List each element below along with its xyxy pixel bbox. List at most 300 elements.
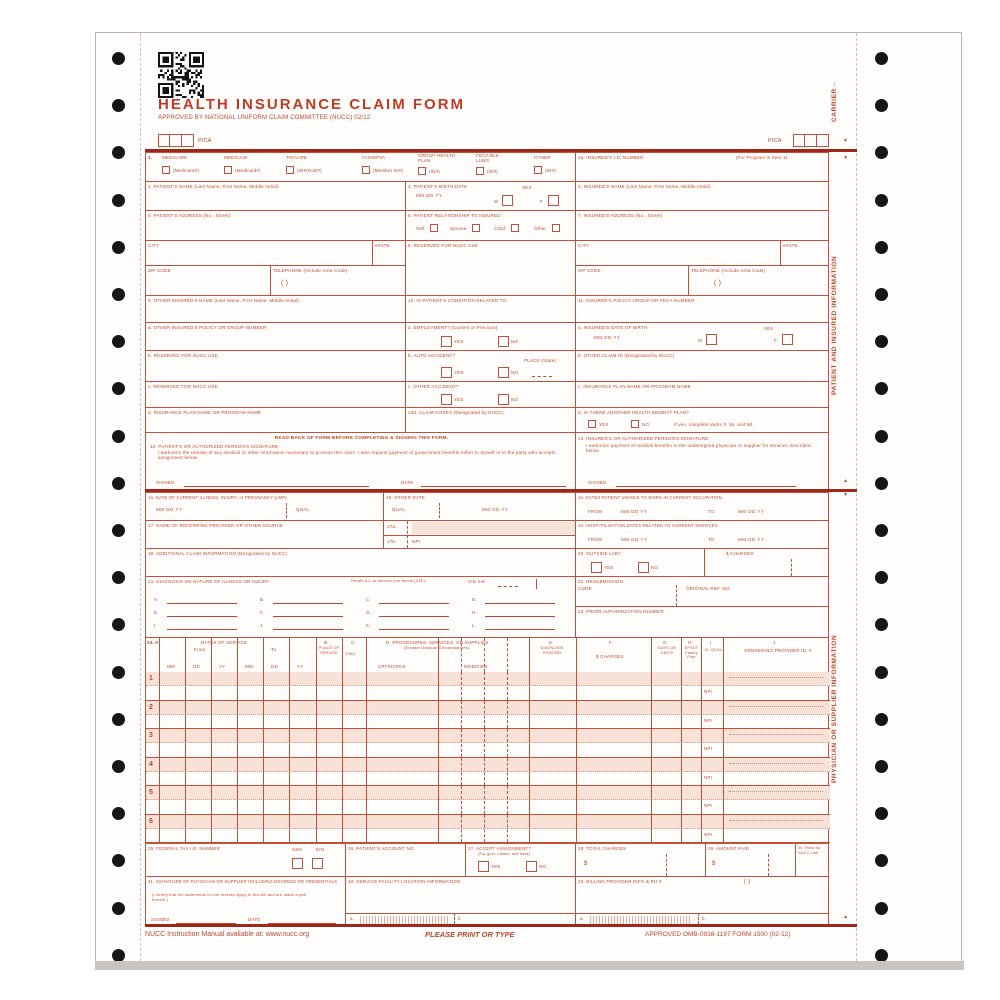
- diagnosis-letter: C.: [366, 597, 371, 602]
- service-line-shaded-half: [146, 786, 830, 800]
- column-divider: [289, 786, 290, 814]
- box-14-mmddyy: MM DD YY: [156, 507, 183, 512]
- column-divider: [723, 701, 724, 729]
- box-3-mmddyy: MM DD YY: [416, 193, 443, 198]
- box-11b-label: b. OTHER CLAIM ID (Designated by NUCC): [578, 353, 675, 358]
- column-divider: [484, 758, 485, 786]
- box-3-f: F: [540, 199, 543, 204]
- diagnosis-letter: K.: [366, 623, 371, 628]
- box-33a-label: a.: [580, 916, 585, 921]
- col-b-title: PLACE OF SERVICE: [318, 646, 340, 655]
- box-city-insured: [575, 240, 781, 266]
- tractor-feed-hole: [875, 288, 888, 301]
- date-subcol-label: MM: [245, 664, 253, 669]
- box-zip-patient: [145, 265, 271, 296]
- column-divider: [263, 758, 264, 786]
- carrier-text: CARRIER: [831, 88, 838, 123]
- checkbox-spouse: [472, 224, 480, 232]
- box-17b-label: 17b.: [387, 539, 397, 544]
- column-divider: [237, 729, 238, 757]
- col-i: I.: [710, 640, 713, 645]
- date-line: [421, 486, 566, 487]
- tractor-feed-hole: [112, 666, 125, 679]
- column-divider: [701, 672, 702, 700]
- pica-label-left: PICA: [198, 138, 212, 144]
- option-tricare: TRICARE: [286, 155, 308, 160]
- box-1-payer-type: [145, 152, 576, 182]
- column-divider: [211, 701, 212, 729]
- divider: [384, 535, 575, 536]
- column-divider: [366, 815, 367, 843]
- option-medicare: MEDICARE: [162, 155, 188, 160]
- yes-label: YES: [454, 397, 464, 402]
- arrow-down-icon: ▼: [843, 138, 848, 144]
- date-label: DATE: [401, 480, 414, 485]
- box-9c-label: c. RESERVED FOR NUCC USE: [148, 384, 218, 389]
- divider: [439, 503, 440, 518]
- column-divider: [681, 672, 682, 700]
- service-line-number: 6: [149, 817, 154, 825]
- column-divider: [461, 701, 462, 729]
- diagnosis-underline: [167, 629, 237, 630]
- box-10d-claim-codes: [405, 407, 576, 433]
- col-a-from: From: [194, 647, 206, 652]
- col-i-title: ID. QUAL.: [704, 648, 724, 652]
- checkbox-other: [534, 166, 542, 174]
- column-divider: [237, 758, 238, 786]
- arrow-up-icon: ▲: [843, 478, 848, 484]
- checkbox-medicaid: [224, 166, 232, 174]
- box-24-table-header: [145, 637, 829, 673]
- col-f-title: $ CHARGES: [596, 654, 624, 659]
- box-32b-label: b.: [458, 916, 463, 921]
- column-divider: [185, 758, 186, 786]
- column-divider: [461, 786, 462, 814]
- checkbox-tricare: [286, 166, 294, 174]
- diagnosis-letter: I.: [154, 623, 157, 628]
- service-line-number: 4: [149, 760, 154, 768]
- column-divider: [185, 672, 186, 700]
- service-line-row: [146, 701, 830, 730]
- column-divider: [529, 729, 530, 757]
- diagnosis-underline: [167, 616, 237, 617]
- column-divider: [366, 638, 367, 672]
- column-divider: [289, 672, 290, 700]
- diagnosis-underline: [485, 603, 555, 604]
- service-line-shaded-half: [146, 758, 830, 772]
- to-label: TO: [708, 509, 715, 514]
- no-label: NO: [642, 422, 650, 427]
- patient-insured-vertical-label: PATIENT AND INSURED INFORMATION: [831, 255, 838, 395]
- column-divider: [316, 701, 317, 729]
- telephone-label: TELEPHONE (Include Area Code): [273, 268, 348, 273]
- box-20-label: 20. OUTSIDE LAB?: [578, 551, 621, 556]
- column-divider: [529, 701, 530, 729]
- tractor-feed-hole: [875, 902, 888, 915]
- phone-parens: ( ): [281, 280, 289, 287]
- column-divider: [701, 638, 702, 672]
- divider: [407, 521, 408, 548]
- column-divider: [185, 701, 186, 729]
- pica-box: [182, 134, 194, 147]
- checkbox-child: [511, 224, 519, 232]
- diagnosis-letter: D.: [472, 597, 477, 602]
- col-f: F.: [609, 640, 613, 645]
- dollar-sign: $: [712, 861, 716, 867]
- checkbox-employment-no: [498, 336, 509, 347]
- col-e: E.: [549, 640, 554, 645]
- signed-label: SIGNED: [151, 917, 170, 922]
- qual-label: QUAL.: [296, 507, 311, 512]
- col-c-title: EMG: [346, 652, 356, 656]
- npi-shaded-field: [360, 916, 448, 924]
- box-29-amount-paid: [705, 843, 796, 877]
- column-divider: [701, 729, 702, 757]
- mmddyy: MM DD YY: [621, 509, 648, 514]
- from-label: FROM: [588, 537, 603, 542]
- tractor-feed-hole: [112, 524, 125, 537]
- checkbox-otheracc-yes: [441, 394, 452, 405]
- box-21-note: Relate A-L to service line below (24E): [351, 578, 426, 583]
- column-divider: [701, 758, 702, 786]
- tractor-feed-hole: [875, 477, 888, 490]
- box-12-text: I authorize the release of any medical or other information necessary to process this claim. I also request payment of government benefits either to myself or to the party who accepts assignment below.: [158, 450, 556, 461]
- box-12-patient-signature: [145, 432, 576, 490]
- col-j-title: RENDERING PROVIDER ID. #: [744, 648, 812, 653]
- diagnosis-underline: [379, 616, 449, 617]
- tractor-feed-hole: [112, 949, 125, 962]
- box-3-birth-date: [405, 181, 576, 211]
- pica-boxes-left: [158, 134, 194, 147]
- column-divider: [507, 758, 508, 786]
- yes-label: YES: [454, 370, 464, 375]
- no-label: NO: [511, 397, 519, 402]
- column-divider: [211, 786, 212, 814]
- checkbox-other-rel: [552, 224, 560, 232]
- qr-code: [158, 52, 204, 98]
- box-11a-birth: [575, 322, 829, 351]
- city-label: CITY: [148, 243, 160, 248]
- no-label: NO: [651, 565, 659, 570]
- column-divider: [289, 729, 290, 757]
- column-divider: [723, 758, 724, 786]
- tractor-feed-hole: [112, 902, 125, 915]
- column-divider: [366, 786, 367, 814]
- diagnosis-letter: F.: [260, 610, 264, 615]
- diagnosis-letter: L.: [472, 623, 477, 628]
- pica-box: [805, 134, 817, 147]
- diagnosis-underline: [485, 616, 555, 617]
- box-11-policy-group: [575, 295, 829, 323]
- box-9b: [145, 350, 406, 382]
- diagnosis-letter: H.: [472, 610, 477, 615]
- column-divider: [438, 701, 439, 729]
- box-10c-label: c. OTHER ACCIDENT?: [408, 384, 459, 389]
- box-9d-label: d. INSURANCE PLAN NAME OR PROGRAM NAME: [148, 410, 262, 415]
- signed-label: SIGNED: [156, 480, 175, 485]
- column-divider: [237, 638, 238, 672]
- box-9d: [145, 407, 406, 433]
- npi-label: NPI: [412, 539, 421, 544]
- checkbox-assign-no: [526, 861, 537, 872]
- box-2-patient-name: [145, 181, 406, 211]
- npi-shaded-field: [590, 916, 690, 924]
- service-line-number: 2: [149, 703, 154, 711]
- box-14-label: 14. DATE OF CURRENT ILLNESS, INJURY, or PREGNANCY (LMP): [148, 495, 287, 500]
- column-divider: [366, 672, 367, 700]
- tractor-feed-hole: [875, 713, 888, 726]
- diagnosis-underline: [273, 616, 343, 617]
- column-divider: [461, 672, 462, 700]
- tractor-feed-hole: [112, 52, 125, 65]
- checkbox-plan-no: [631, 420, 639, 428]
- service-line-number: 5: [149, 789, 154, 796]
- box-4-label: 4. INSURED'S NAME (Last Name, First Name, Middle Initial): [578, 184, 711, 189]
- box-8-label: 8. RESERVED FOR NUCC USE: [408, 243, 478, 248]
- box-7-label: 7. INSURED'S ADDRESS (No., Street): [578, 213, 663, 218]
- box-19-label: 19. ADDITIONAL CLAIM INFORMATION (Designated by NUCC): [148, 551, 288, 556]
- no-label: NO: [511, 339, 519, 344]
- column-divider: [438, 729, 439, 757]
- box-28-label: 28. TOTAL CHARGES: [578, 846, 627, 851]
- divider: [454, 913, 455, 924]
- box-state-insured: [780, 240, 829, 266]
- mmddyy: MM DD YY: [738, 509, 765, 514]
- column-divider: [484, 701, 485, 729]
- box-13-text: I authorize payment of medical benefits to the undersigned physician or supplier for services described below.: [586, 443, 811, 454]
- column-divider: [484, 729, 485, 757]
- box-3-label: 3. PATIENT'S BIRTH DATE: [408, 184, 468, 189]
- option-feca: FECA BLK LUNG: [476, 153, 500, 163]
- perforation-line-left: [140, 33, 141, 961]
- column-divider: [681, 701, 682, 729]
- checkbox-medicare: [162, 166, 170, 174]
- pica-box: [158, 134, 170, 147]
- bottom-rule: [145, 924, 857, 927]
- col-g-title: DAYS OR UNITS: [657, 646, 677, 655]
- box-5-patient-address: [145, 210, 406, 241]
- column-divider: [529, 638, 530, 672]
- place-state-label: PLACE (State): [524, 358, 557, 363]
- option-champva-sub: (Member ID#): [373, 168, 404, 173]
- box-13-label: 13. INSURED'S OR AUTHORIZED PERSON'S SIGNATURE: [578, 436, 709, 441]
- column-divider: [576, 701, 577, 729]
- column-divider: [185, 786, 186, 814]
- column-divider: [316, 672, 317, 700]
- dollar-sign: $: [584, 861, 588, 867]
- box-30-reserved: [795, 843, 829, 877]
- zip-label: ZIP CODE: [578, 268, 601, 273]
- column-divider: [342, 786, 343, 814]
- checkbox-plan-yes: [588, 420, 596, 428]
- place-underline: [532, 376, 552, 377]
- column-divider: [316, 815, 317, 843]
- box-3-sex-label: SEX: [522, 185, 532, 190]
- column-divider: [342, 638, 343, 672]
- box-19-additional-info: [145, 548, 576, 577]
- column-divider: [316, 638, 317, 672]
- column-divider: [576, 815, 577, 843]
- readback-line: READ BACK OF FORM BEFORE COMPLETING & SIGNING THIS FORM.: [274, 436, 449, 441]
- column-divider: [159, 701, 160, 729]
- service-line-row: [146, 729, 830, 758]
- column-divider: [159, 729, 160, 757]
- box-1-number: 1.: [148, 155, 153, 160]
- column-divider: [237, 672, 238, 700]
- arrow-down-icon: ▼: [843, 155, 848, 161]
- column-divider: [681, 758, 682, 786]
- box-1a-label: 1a. INSURED'S I.D. NUMBER: [578, 155, 644, 160]
- box-9-label: 9. OTHER INSURED'S NAME (Last Name, First Name, Middle Initial): [148, 298, 299, 303]
- column-divider: [211, 672, 212, 700]
- column-divider: [484, 786, 485, 814]
- col-24a-number: 24. A: [147, 640, 159, 645]
- box-21-label: 21. DIAGNOSIS OR NATURE OF ILLNESS OR INJURY: [148, 579, 270, 584]
- service-line-number: 1: [149, 675, 154, 682]
- column-divider: [342, 815, 343, 843]
- box-phone-insured: [688, 265, 829, 296]
- column-divider: [316, 786, 317, 814]
- column-divider: [263, 638, 264, 672]
- box-10b-auto: [405, 350, 576, 382]
- state-label: STATE: [783, 243, 798, 248]
- box-11a-label: a. INSURED'S DATE OF BIRTH: [578, 325, 648, 330]
- option-other-sub: (ID#): [545, 168, 556, 173]
- pica-box: [170, 134, 182, 147]
- column-divider: [461, 729, 462, 757]
- column-divider: [159, 672, 160, 700]
- checkbox-self: [430, 224, 438, 232]
- npi-label: NPI: [704, 774, 713, 780]
- box-31-note: (I certify that the statements on the reverse apply to this bill and are made a part thereof.): [152, 892, 307, 902]
- box-9a-label: a. OTHER INSURED'S POLICY OR GROUP NUMBER: [148, 325, 267, 330]
- col-d-note: (Explain Unusual Circumstances): [404, 645, 470, 650]
- column-divider: [484, 672, 485, 700]
- service-line-shaded-half: [146, 729, 830, 743]
- column-divider: [438, 638, 439, 672]
- date-subcol-label: YY: [297, 664, 304, 669]
- npi-label: NPI: [704, 746, 713, 751]
- state-label: STATE: [375, 243, 390, 248]
- charges-label: $ CHARGES: [726, 551, 754, 556]
- box-city-patient: [145, 240, 373, 266]
- column-divider: [289, 701, 290, 729]
- column-divider: [366, 758, 367, 786]
- option-tricare-sub: (ID#/DoD#): [297, 168, 322, 173]
- box-3-m: M: [494, 199, 498, 204]
- checkbox-feca: [476, 167, 484, 175]
- box-11-label: 11. INSURED'S POLICY GROUP OR FECA NUMBER: [578, 298, 695, 303]
- yes-label: YES: [604, 565, 614, 570]
- box-25-label: 25. FEDERAL TAX I.D. NUMBER: [148, 846, 221, 851]
- checkbox-group-health: [418, 167, 426, 175]
- from-label: FROM: [588, 509, 603, 514]
- option-feca-sub: (ID#): [487, 169, 498, 174]
- divider: [768, 854, 769, 876]
- service-line-number: 3: [149, 732, 154, 739]
- divider: [698, 913, 699, 924]
- box-27-accept-assignment: [465, 843, 576, 877]
- option-spouse: Spouse: [450, 226, 467, 231]
- zip-label: ZIP CODE: [148, 268, 171, 273]
- column-divider: [681, 786, 682, 814]
- checkbox-lab-yes: [591, 562, 602, 573]
- pica-label-right: PICA: [768, 138, 782, 144]
- divider: [666, 854, 667, 876]
- box-31-label: 31. SIGNATURE OF PHYSICIAN OR SUPPLIER INCLUDING DEGREES OR CREDENTIALS: [148, 879, 338, 884]
- dotted-line: [729, 763, 823, 764]
- option-other: OTHER: [534, 155, 551, 160]
- box-10a-employment: [405, 322, 576, 351]
- box-20-outside-lab: [575, 548, 829, 577]
- column-divider: [576, 729, 577, 757]
- yes-label: YES: [454, 339, 464, 344]
- column-divider: [366, 729, 367, 757]
- column-divider: [263, 786, 264, 814]
- column-divider: [342, 701, 343, 729]
- box-22-code-label: CODE: [578, 586, 592, 591]
- service-line-shaded-half: [146, 815, 830, 829]
- box-31-physician-signature: [145, 876, 346, 925]
- box-17-label: 17. NAME OF REFERRING PROVIDER OR OTHER SOURCE: [148, 523, 284, 528]
- column-divider: [237, 701, 238, 729]
- column-divider: [438, 672, 439, 700]
- option-medicaid: MEDICAID: [224, 155, 248, 160]
- column-divider: [701, 815, 702, 843]
- col-g: G.: [663, 640, 669, 645]
- pica-box: [817, 134, 829, 147]
- city-label: CITY: [578, 243, 590, 248]
- option-group-health-sub: (ID#): [429, 169, 440, 174]
- no-label: NO: [539, 864, 547, 869]
- tractor-feed-hole: [112, 477, 125, 490]
- column-divider: [529, 815, 530, 843]
- signature-line: [184, 486, 369, 487]
- service-line-row: [146, 758, 830, 787]
- column-divider: [651, 672, 652, 700]
- column-divider: [507, 701, 508, 729]
- diagnosis-letter: J.: [260, 623, 264, 628]
- column-divider: [159, 758, 160, 786]
- box-10-label: 10. IS PATIENT'S CONDITION RELATED TO:: [408, 298, 508, 303]
- footer-print-or-type: PLEASE PRINT OR TYPE: [425, 930, 515, 939]
- box-10-condition: [405, 295, 576, 323]
- service-line-shaded-half: [146, 701, 830, 715]
- column-divider: [651, 701, 652, 729]
- tractor-feed-hole: [112, 241, 125, 254]
- box-27-note: (For govt. claims, see back): [478, 852, 531, 856]
- option-champva: CHAMPVA: [362, 155, 386, 160]
- box-8-reserved: [405, 240, 576, 296]
- date-subcol-label: MM: [167, 664, 175, 669]
- box-27-label: 27. ACCEPT ASSIGNMENT?: [468, 846, 532, 851]
- diagnosis-letter: G.: [366, 610, 372, 615]
- tractor-feed-hole: [875, 949, 888, 962]
- no-label: NO: [511, 370, 519, 375]
- date-subcol-label: DD: [193, 664, 200, 669]
- box-9-other-insured: [145, 295, 406, 323]
- box-23-label: 23. PRIOR AUTHORIZATION NUMBER: [578, 609, 664, 614]
- column-divider: [507, 672, 508, 700]
- checkbox-ssn: [292, 858, 303, 869]
- box-2-label: 2. PATIENT'S NAME (Last Name, First Name, Middle Initial): [148, 184, 279, 189]
- column-divider: [316, 758, 317, 786]
- column-divider: [159, 786, 160, 814]
- column-divider: [484, 638, 485, 672]
- mmddyy: MM DD YY: [621, 537, 648, 542]
- npi-label: NPI: [704, 803, 713, 808]
- column-divider: [263, 815, 264, 843]
